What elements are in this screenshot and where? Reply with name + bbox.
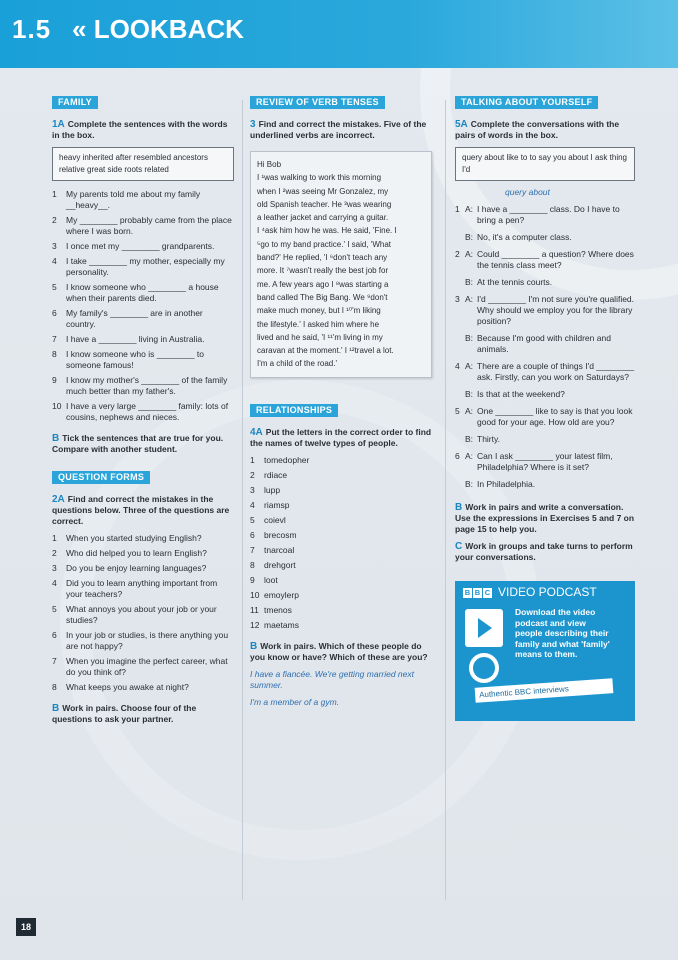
list-item <box>52 349 234 371</box>
exercise-instruction: Work in pairs and write a conversation. Use the expressions in Exercises 5 and 7 on page 15 to help you. <box>455 502 635 534</box>
list-item <box>52 401 234 423</box>
list-item <box>52 604 234 626</box>
podcast-header <box>463 587 627 598</box>
item-number: 2 <box>52 215 57 225</box>
item-number <box>455 333 465 355</box>
item-text: My parents told me about my family __heavy__. <box>66 189 201 210</box>
item-number: 8 <box>250 559 255 570</box>
list-item <box>52 533 234 544</box>
email-line: when I ²was seeing Mr Gonzalez, my <box>257 186 389 196</box>
play-icon[interactable] <box>465 609 503 647</box>
item-number: 10 <box>250 589 260 600</box>
exercise-number: C <box>455 541 463 552</box>
authentic-interviews-label: Authentic BBC interviews <box>475 678 614 703</box>
exercise-instruction: Work in groups and take turns to perform your conversations. <box>455 541 633 562</box>
handwritten-answer: I'm a member of a gym. <box>250 696 340 707</box>
speaker: B: <box>465 277 474 287</box>
email-line: lived and he said, 'I ¹¹'m living in my <box>257 332 383 342</box>
exercise-3 <box>250 119 432 141</box>
item-number <box>455 479 465 490</box>
dialogue-line <box>455 479 635 490</box>
list-item <box>250 605 432 616</box>
dialogue-text: Because I'm good with children and animals. <box>477 333 611 354</box>
exercise-instruction: Work in pairs. Choose four of the questions to ask your partner. <box>52 703 197 724</box>
exercise-number: 2A <box>52 494 65 505</box>
exercise-number: 3 <box>250 119 256 130</box>
dialogue-line <box>455 232 635 243</box>
speaker: B: <box>465 479 474 489</box>
speaker: A: <box>465 361 474 371</box>
exercise-5b <box>455 502 635 535</box>
item-number: 4 <box>52 256 57 266</box>
dialogue-line <box>455 333 635 355</box>
column-3 <box>455 96 635 721</box>
item-number <box>455 277 465 288</box>
speaker: B: <box>465 333 474 343</box>
item-number: 2 <box>250 469 255 480</box>
exercise-4a <box>250 427 432 449</box>
speaker: A: <box>465 406 474 416</box>
dialogue-text: Thirty. <box>477 434 500 444</box>
list-item <box>52 375 234 397</box>
item-number: 1 <box>52 189 57 199</box>
list-item <box>52 282 234 304</box>
dialogue-text: Could ________ a question? Where does the tennis class meet? <box>477 249 634 270</box>
item-text: In your job or studies, is there anything you are not happy? <box>66 630 229 651</box>
list-item <box>250 620 432 631</box>
item-number: 12 <box>250 619 260 630</box>
list-item <box>250 575 432 586</box>
item-text: When you started studying English? <box>66 533 202 543</box>
item-number: 3 <box>52 241 57 251</box>
exercise-number: B <box>250 640 258 652</box>
section-heading-talking-about-yourself: TALKING ABOUT YOURSELF <box>455 96 598 109</box>
dialogue-line <box>455 204 635 226</box>
list-item <box>52 682 234 693</box>
exercise-instruction: Work in pairs. Which of these people do you know or have? Which of these are you? <box>250 640 428 662</box>
item-number <box>455 434 465 445</box>
exercise-2b <box>52 703 234 725</box>
email-line: old Spanish teacher. He ³was wearing <box>257 199 392 209</box>
exercise-number: 5A <box>455 119 468 130</box>
exercise-number: B <box>455 502 463 513</box>
dialogue-text: There are a couple of things I'd ________ ask. Firstly, can you work on Saturdays? <box>477 361 635 382</box>
list-item <box>250 545 432 556</box>
item-number: 9 <box>250 574 255 585</box>
dialogue-text: At the tennis courts. <box>477 277 553 287</box>
item-number: 7 <box>52 334 57 344</box>
exercise-1a <box>52 119 234 141</box>
logo-letter: C <box>484 587 491 597</box>
item-number: 6 <box>250 529 255 540</box>
email-line: band called The Big Bang. We ⁹don't <box>257 292 388 302</box>
logo-letter: B <box>464 587 471 597</box>
item-number: 8 <box>52 682 57 692</box>
item-number: 4 <box>52 578 57 588</box>
email-line: band?' He replied, 'I ⁶don't teach any <box>257 253 388 263</box>
item-text: Do you be enjoy learning languages? <box>66 563 207 573</box>
question-items <box>52 533 234 693</box>
item-text: coievl <box>264 514 286 525</box>
item-number: 10 <box>52 401 62 411</box>
dialogue-line <box>455 294 635 327</box>
exercise-number: 4A <box>250 426 263 438</box>
list-item <box>250 590 432 601</box>
speaker: B: <box>465 232 474 242</box>
item-text: What annoys you about your job or your studies? <box>66 604 217 625</box>
list-item <box>250 500 432 511</box>
anagram-items <box>250 455 432 631</box>
list-item <box>250 470 432 481</box>
dialogue-line <box>455 406 635 428</box>
exercise-instruction: Tick the sentences that are true for you. Compare with another student. <box>52 433 224 454</box>
exercise-number: B <box>52 433 60 444</box>
exercise-1b <box>52 433 234 455</box>
email-line: make much money, but I ¹⁰'m liking <box>257 306 381 316</box>
list-item <box>52 256 234 278</box>
dialogue-text: Is that at the weekend? <box>477 389 565 399</box>
list-item <box>250 455 432 466</box>
item-number: 5 <box>250 514 255 525</box>
dialogue-text: I'd ________ I'm not sure you're qualified. Why should we employ you for the library position? <box>477 294 635 326</box>
item-text: tnarcoal <box>264 544 295 555</box>
email-line: Hi Bob <box>257 160 282 169</box>
item-number: 5 <box>455 406 460 416</box>
dialogue-text: One ________ like to say is that you look good for your age. How old are you? <box>477 406 633 427</box>
speaker: A: <box>465 294 474 304</box>
exercise-number: B <box>52 703 60 714</box>
dialogue-line <box>455 451 635 473</box>
exercise-2a <box>52 494 234 527</box>
list-item <box>250 530 432 541</box>
page-number: 18 <box>16 918 36 936</box>
dialogue-line <box>455 389 635 400</box>
item-text: drehgort <box>264 559 296 570</box>
dialogue-line <box>455 277 635 288</box>
speaker: A: <box>465 204 474 214</box>
email-line: me. A few years ago I ⁸was starting a <box>257 279 389 289</box>
email-line: I ¹was walking to work this morning <box>257 173 382 183</box>
section-heading-question-forms: QUESTION FORMS <box>52 471 150 484</box>
list-item <box>52 189 234 211</box>
exercise-instruction: Find and correct the mistakes in the questions below. Three of the questions are correct. <box>52 494 230 526</box>
video-podcast-panel[interactable] <box>455 581 635 721</box>
email-line: I ⁴ask him how he was. He said, 'Fine. I <box>257 226 397 236</box>
item-number: 7 <box>250 544 255 555</box>
exercise-instruction: Find and correct the mistakes. Five of the underlined verbs are incorrect. <box>250 119 427 140</box>
item-text: I know my mother's ________ of the family much better than my father's. <box>66 375 228 396</box>
page-title-text: LOOKBACK <box>93 14 244 44</box>
item-number: 1 <box>455 204 460 214</box>
item-number: 11 <box>250 604 259 615</box>
item-number: 5 <box>52 604 57 614</box>
item-number: 6 <box>455 451 460 461</box>
item-text: I know someone who is ________ to someone famous! <box>66 349 204 370</box>
list-item <box>52 215 234 237</box>
email-line: ⁵go to my band practice.' I said, 'What <box>257 239 391 249</box>
speaker: B: <box>465 434 474 444</box>
list-item <box>52 548 234 559</box>
item-text: maetams <box>264 619 299 630</box>
list-item <box>52 563 234 574</box>
item-number <box>455 389 465 400</box>
page-title <box>72 14 244 45</box>
item-number: 6 <box>52 308 57 318</box>
section-heading-relationships: RELATIONSHIPS <box>250 404 338 417</box>
column-1 <box>52 96 234 731</box>
column-divider <box>445 100 446 900</box>
email-line: the lifestyle.' I asked him where he <box>257 319 380 329</box>
item-text: I take ________ my mother, especially my personality. <box>66 256 225 277</box>
podcast-title: VIDEO PODCAST <box>498 585 597 599</box>
section-heading-verb-tenses: REVIEW OF VERB TENSES <box>250 96 385 109</box>
page-header <box>0 0 678 68</box>
item-number: 7 <box>52 656 57 666</box>
double-chevron-left-icon: « <box>72 14 87 44</box>
email-line: I'm a child of the road.' <box>257 359 337 369</box>
speaker: A: <box>465 451 474 461</box>
list-item <box>250 485 432 496</box>
item-text: tmenos <box>264 604 292 615</box>
list-item <box>52 241 234 252</box>
column-2 <box>250 96 432 708</box>
item-text: rdiace <box>264 469 288 480</box>
item-text: brecosm <box>264 529 297 540</box>
item-text: My family's ________ are in another country. <box>66 308 203 329</box>
item-number: 8 <box>52 349 57 359</box>
exercise-instruction: Complete the conversations with the pairs of words in the box. <box>455 119 620 140</box>
item-number: 5 <box>52 282 57 292</box>
item-text: loot <box>264 574 278 585</box>
exercise-number: 1A <box>52 119 65 130</box>
section-heading-family: FAMILY <box>52 96 98 109</box>
list-item <box>52 630 234 652</box>
disc-icon <box>469 653 499 683</box>
exercise-instruction: Put the letters in the correct order to find the names of twelve types of people. <box>250 426 432 448</box>
item-text: I have a ________ living in Australia. <box>66 334 205 344</box>
dialogue-line <box>455 434 635 445</box>
item-text: My ________ probably came from the place where I was born. <box>66 215 232 236</box>
logo-letter: B <box>474 587 481 597</box>
list-item <box>52 308 234 330</box>
word-box: query about like to to say you about I ask thing I'd <box>455 147 635 181</box>
item-text: I once met my ________ grandparents. <box>66 241 215 251</box>
speaker: B: <box>465 389 474 399</box>
item-text: emoylerp <box>264 589 299 600</box>
dialogue-text: In Philadelphia. <box>477 479 536 489</box>
item-number: 4 <box>250 499 255 510</box>
item-number: 3 <box>250 484 255 495</box>
exercise-5a <box>455 119 635 141</box>
speaker: A: <box>465 249 474 259</box>
item-number: 6 <box>52 630 57 640</box>
item-text: tomedopher <box>264 454 310 465</box>
podcast-description: Download the video podcast and view people describing their family and what 'family' means to them. <box>515 607 610 659</box>
item-number: 2 <box>52 548 57 558</box>
item-number: 2 <box>455 249 460 259</box>
column-divider <box>242 100 243 900</box>
dialogue-text: No, it's a computer class. <box>477 232 572 242</box>
bbc-logo <box>463 588 493 598</box>
item-number: 3 <box>455 294 460 304</box>
dialogue-line <box>455 249 635 271</box>
item-number <box>455 232 465 243</box>
word-box: heavy inherited after resembled ancestors relative great side roots related <box>52 147 234 181</box>
item-number: 9 <box>52 375 57 385</box>
email-line: more. It ⁷wasn't really the best job for <box>257 266 389 276</box>
item-number: 4 <box>455 361 460 371</box>
exercise-instruction: Complete the sentences with the words in the box. <box>52 119 228 140</box>
family-items <box>52 189 234 423</box>
handwritten-answer: query about <box>505 187 550 197</box>
dialogue-text: I have a ________ class. Do I have to bring a pen? <box>477 204 620 225</box>
item-number: 1 <box>52 533 57 543</box>
item-text: Did you to learn anything important from your teachers? <box>66 578 218 599</box>
dialogue-text: Can I ask ________ your latest film, Philadelphia? Where is it set? <box>477 451 613 472</box>
list-item <box>250 560 432 571</box>
item-number: 1 <box>250 454 255 465</box>
item-text: I have a very large ________ family: lots of cousins, nephews and nieces. <box>66 401 229 422</box>
list-item <box>52 334 234 345</box>
exercise-4b <box>250 641 432 663</box>
item-number: 3 <box>52 563 57 573</box>
item-text: When you imagine the perfect career, what do you think of? <box>66 656 228 677</box>
unit-number: 1.5 <box>12 14 52 44</box>
item-text: Who did helped you to learn English? <box>66 548 207 558</box>
item-text: I know someone who ________ a house when their parents died. <box>66 282 219 303</box>
item-text: What keeps you awake at night? <box>66 682 189 692</box>
exercise-5c <box>455 541 635 563</box>
email-text <box>250 151 432 378</box>
handwritten-answer: I have a fiancée. We're getting married next summer. <box>250 668 414 690</box>
list-item <box>250 515 432 526</box>
item-text: riamsp <box>264 499 290 510</box>
item-text: lupp <box>264 484 281 495</box>
dialogue-line <box>455 361 635 383</box>
email-line: caravan at the moment.' I ¹²travel a lot. <box>257 346 394 356</box>
list-item <box>52 578 234 600</box>
dialogue-items <box>455 204 635 490</box>
email-line: a leather jacket and carrying a guitar. <box>257 213 389 223</box>
list-item <box>52 656 234 678</box>
